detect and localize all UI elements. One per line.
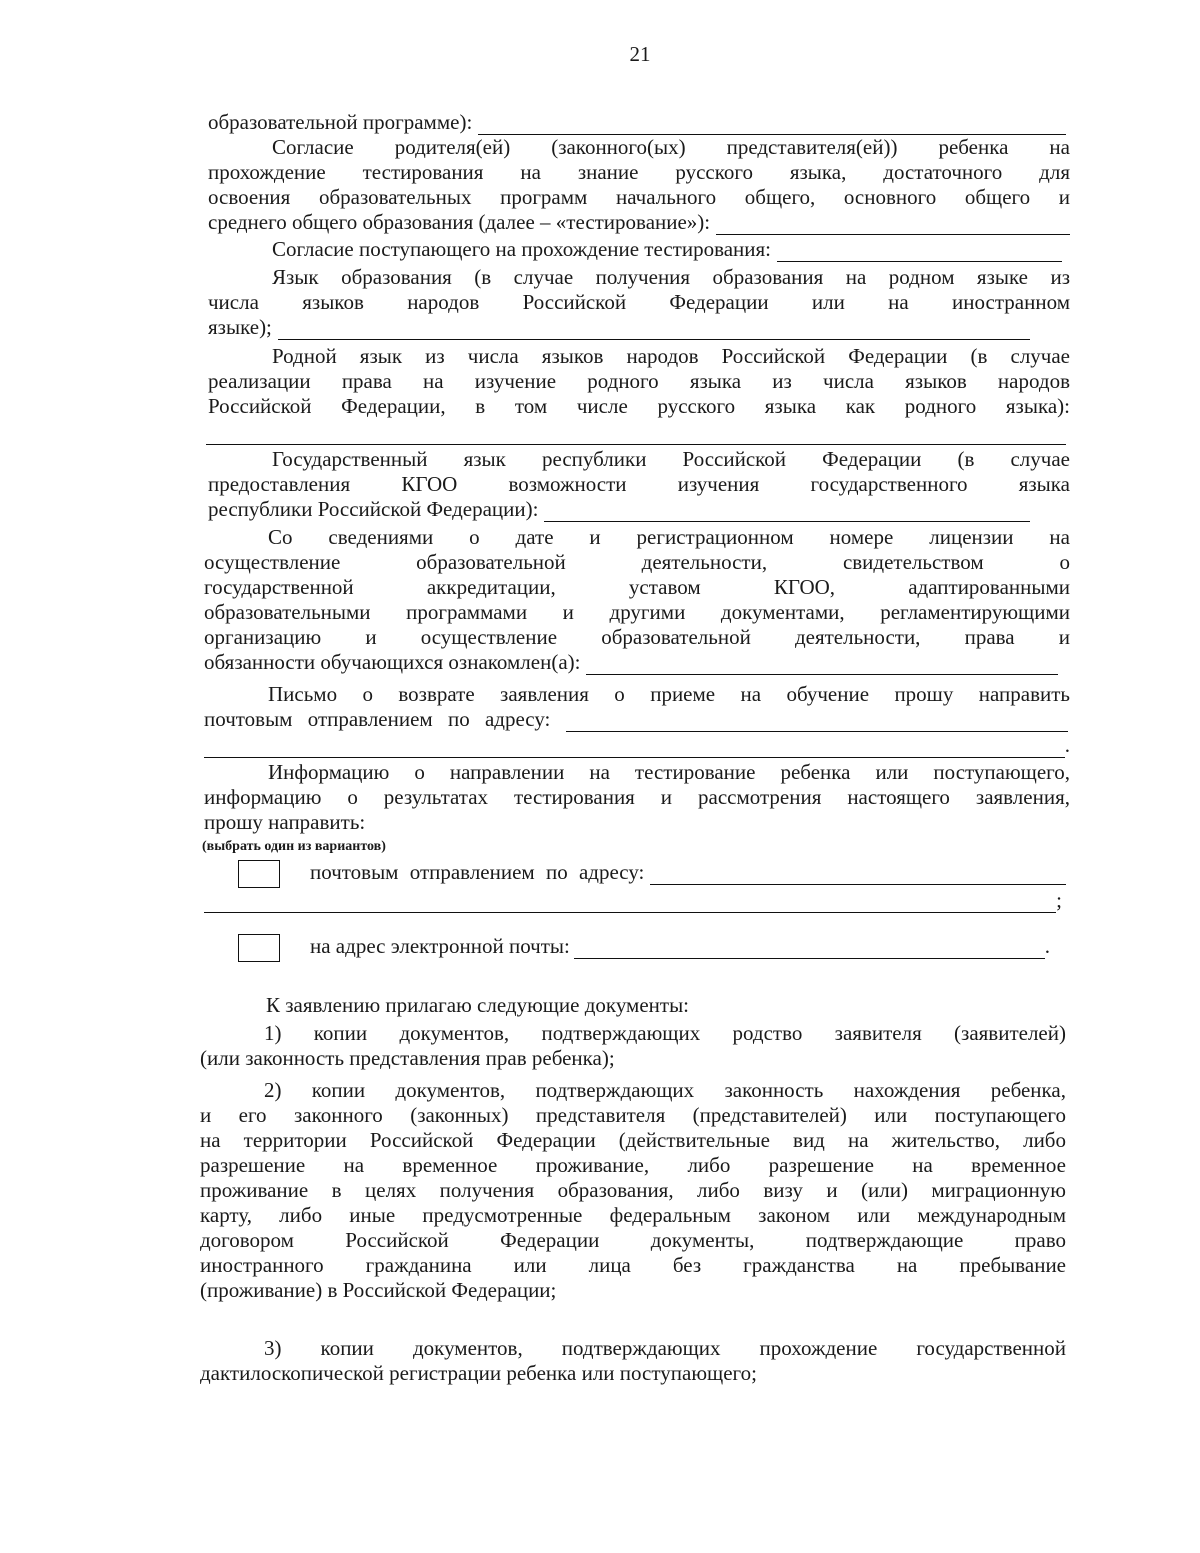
text-line: республики Российской Федерации): [208,497,539,521]
text-line: образовательными программами и другими документами, регламентирующими [204,600,1070,624]
end-mark: . [1044,934,1050,958]
text-line: прохождение тестирования на знание русского языка, достаточного для [208,160,1070,184]
text-line: Государственный язык республики Российской Федерации (в случае [272,447,1070,471]
text-line: среднего общего образования (далее – «тестирование»): [208,210,711,234]
post-option-line [310,860,1066,885]
consent-applicant-line [272,237,1062,262]
text-line: Со сведениями о дате и регистрационном номере лицензии на [268,525,1070,549]
education-language-paragraph [208,265,1070,340]
attachment-item-3 [200,1336,1066,1386]
text-line: языке); [208,315,272,339]
text-line: на территории Российской Федерации (действительные вид на жительство, либо [200,1128,1066,1152]
text-line: (проживание) в Российской Федерации; [200,1278,557,1302]
text-line: Согласие родителя(ей) (законного(ых) представителя(ей)) ребенка на [272,135,1070,159]
native-language-paragraph [208,344,1070,419]
return-address-blank-2[interactable] [204,737,1065,758]
program-blank[interactable] [478,114,1066,135]
email-blank[interactable] [574,938,1045,959]
consent-parent-blank[interactable] [716,214,1070,235]
choose-hint: (выбрать один из вариантов) [202,839,386,854]
native-language-blank[interactable] [206,424,1066,445]
text-line: Язык образования (в случае получения образования на родном языке из [272,265,1070,289]
post-address-blank-2[interactable] [204,892,1056,913]
consent-applicant-label: Согласие поступающего на прохождение тестирования: [272,237,771,261]
text-line: Письмо о возврате заявления о приеме на обучение прошу направить [268,682,1070,706]
page-number: 21 [629,42,651,66]
text-line: Родной язык из числа языков народов Российской Федерации (в случае [272,344,1070,368]
text-line: проживание в целях получения образования, либо визу и (или) миграционную [200,1178,1066,1202]
post-address-blank-1[interactable] [650,864,1066,885]
end-mark: ; [1056,888,1062,912]
license-info-paragraph [204,525,1070,675]
post-option-checkbox[interactable] [238,860,280,888]
email-option-line [310,934,1050,959]
text-line: Информацию о направлении на тестирование ребенка или поступающего, [268,760,1070,784]
state-language-paragraph [208,447,1070,522]
license-info-blank[interactable] [586,654,1058,675]
text-line: организацию и осуществление образовательной деятельности, права и [204,625,1070,649]
text-line: информацию о результатах тестирования и рассмотрения настоящего заявления, [204,785,1070,809]
text-line: предоставления КГОО возможности изучения государственного языка [208,472,1070,496]
email-option-label: на адрес электронной почты: [310,934,570,958]
end-mark: . [1064,733,1070,757]
text-line: осуществление образовательной деятельности, свидетельством о [204,550,1070,574]
return-address-line-2 [204,733,1070,758]
text-line: (или законность представления прав ребенка); [200,1046,615,1070]
post-option-label: почтовым отправлением по адресу: [310,860,645,884]
attachments-heading: К заявлению прилагаю следующие документы: [266,993,690,1017]
text-line: иностранного гражданина или лица без гражданства на пребывание [200,1253,1066,1277]
text-line: 3) копии документов, подтверждающих прохождение государственной [264,1336,1066,1360]
email-option-checkbox[interactable] [238,934,280,962]
text-line: и его законного (законных) представителя (представителей) или поступающего [200,1103,1066,1127]
info-direction-paragraph [204,760,1070,835]
return-address-blank-1[interactable] [566,711,1068,732]
text-line: прошу направить: [204,810,366,834]
text-line: 1) копии документов, подтверждающих родство заявителя (заявителей) [264,1021,1066,1045]
post-address-line-2 [204,888,1062,913]
consent-parent-paragraph [208,135,1070,235]
text-line: реализации права на изучение родного языка из числа языков народов [208,369,1070,393]
education-language-blank[interactable] [278,319,1030,340]
text-line: договором Российской Федерации документы, подтверждающие право [200,1228,1066,1252]
text-line: 2) копии документов, подтверждающих законность нахождения ребенка, [264,1078,1066,1102]
program-end-line [208,110,1066,135]
text-line: разрешение на временное проживание, либо разрешение на временное [200,1153,1066,1177]
text-line: обязанности обучающихся ознакомлен(а): [204,650,581,674]
text-line: почтовым отправлением по адресу: [204,707,551,731]
attachment-item-2 [200,1078,1066,1303]
text-line: Российской Федерации, в том числе русского языка как родного языка): [208,394,1070,418]
text-line: карту, либо иные предусмотренные федеральным законом или международным [200,1203,1066,1227]
text-line: государственной аккредитации, уставом КГОО, адаптированными [204,575,1070,599]
program-end-label: образовательной программе): [208,110,473,134]
attachment-item-1 [200,1021,1066,1071]
text-line: числа языков народов Российской Федерации или на иностранном [208,290,1070,314]
text-line: дактилоскопической регистрации ребенка или поступающего; [200,1361,757,1385]
return-letter-paragraph [204,682,1070,732]
text-line: освоения образовательных программ начального общего, основного общего и [208,185,1070,209]
consent-applicant-blank[interactable] [777,241,1062,262]
state-language-blank[interactable] [544,501,1030,522]
